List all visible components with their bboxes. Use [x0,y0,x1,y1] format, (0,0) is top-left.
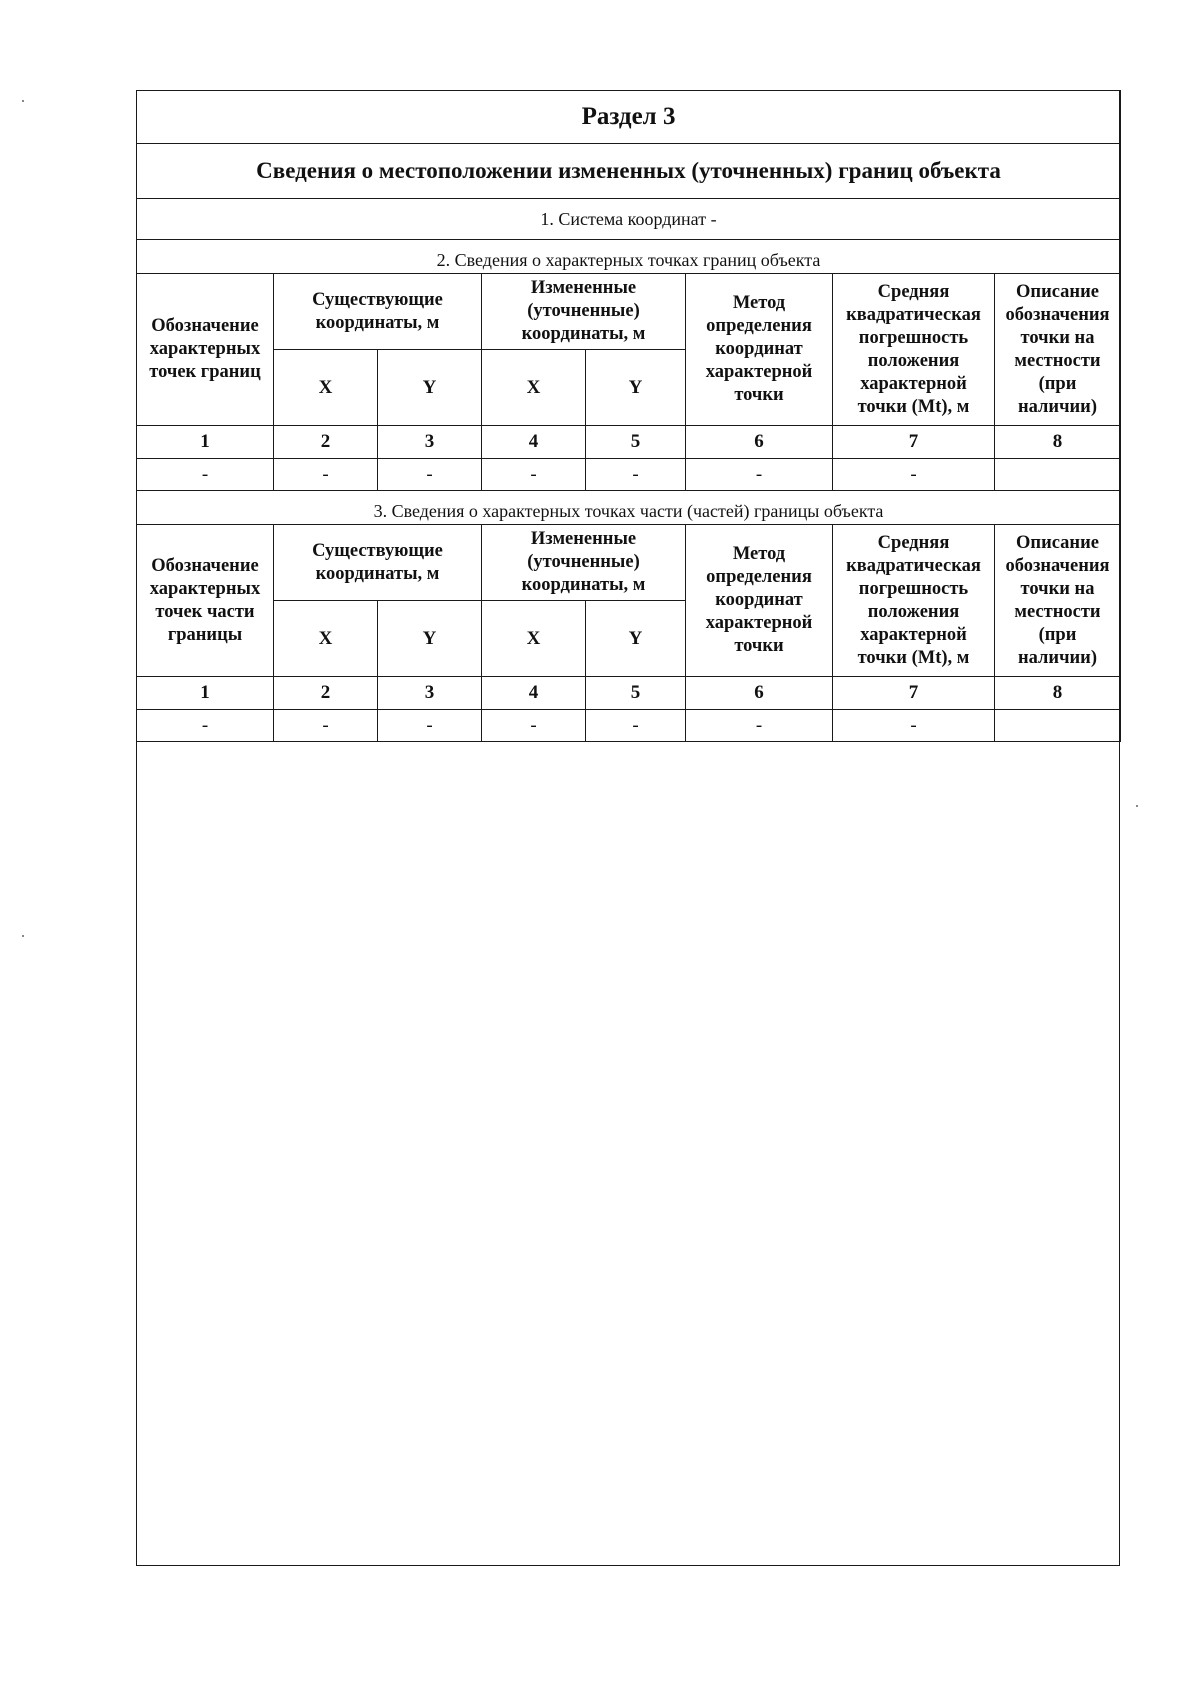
part3-header-error: Средняя квадратическая погрешность положения характерной точки (Mt), м [833,525,995,677]
table-cell: - [586,459,686,491]
table-cell [995,459,1121,491]
table-cell: - [137,459,274,491]
part3-header-changed-x: X [482,601,586,677]
scan-speck [22,100,24,102]
part2-column-numbers [137,426,1121,459]
table-cell: - [833,710,995,742]
column-number: 1 [137,426,274,459]
part2-header-description: Описание обозначения точки на местности (при наличии) [995,274,1121,426]
part2-header-existing-y: Y [378,350,482,426]
column-number: 4 [482,426,586,459]
section-table [136,90,1121,742]
column-number: 3 [378,426,482,459]
table-cell: - [137,710,274,742]
part2-header-changed-x: X [482,350,586,426]
column-number: 6 [686,426,833,459]
part2-header-changed-y: Y [586,350,686,426]
column-number: 8 [995,677,1121,710]
column-number: 5 [586,426,686,459]
column-number: 7 [833,426,995,459]
section-title: Раздел 3 [137,91,1121,144]
part3-header-description: Описание обозначения точки на местности (при наличии) [995,525,1121,677]
coordinate-system-line: 1. Система координат - [137,199,1121,240]
table-cell: - [686,459,833,491]
table-row [137,459,1121,491]
part3-header-changed: Измененные (уточненные) координаты, м [482,525,686,601]
part3-header-designation: Обозначение характерных точек части границы [137,525,274,677]
column-number: 4 [482,677,586,710]
part3-header-existing: Существующие координаты, м [274,525,482,601]
table-cell [995,710,1121,742]
scan-speck [1136,805,1138,807]
part3-column-numbers [137,677,1121,710]
column-number: 2 [274,677,378,710]
part3-header-existing-x: X [274,601,378,677]
scan-speck [22,935,24,937]
table-cell: - [274,710,378,742]
column-number: 2 [274,426,378,459]
column-number: 6 [686,677,833,710]
column-number: 8 [995,426,1121,459]
table-cell: - [378,459,482,491]
part2-header-existing-x: X [274,350,378,426]
column-number: 7 [833,677,995,710]
column-number: 3 [378,677,482,710]
table-cell: - [833,459,995,491]
section-subtitle: Сведения о местоположении измененных (уточненных) границ объекта [137,144,1121,199]
column-number: 5 [586,677,686,710]
table-cell: - [686,710,833,742]
part2-header-existing: Существующие координаты, м [274,274,482,350]
column-number: 1 [137,677,274,710]
table-cell: - [274,459,378,491]
table-cell: - [482,710,586,742]
part3-header-method: Метод определения координат характерной точки [686,525,833,677]
part3-header-changed-y: Y [586,601,686,677]
part3-header-existing-y: Y [378,601,482,677]
part2-header-changed: Измененные (уточненные) координаты, м [482,274,686,350]
part3-title: 3. Сведения о характерных точках части (частей) границы объекта [137,491,1121,525]
part2-header-method: Метод определения координат характерной точки [686,274,833,426]
table-cell: - [482,459,586,491]
table-cell: - [586,710,686,742]
part2-header-error: Средняя квадратическая погрешность положения характерной точки (Mt), м [833,274,995,426]
table-cell: - [378,710,482,742]
part2-header-designation: Обозначение характерных точек границ [137,274,274,426]
part2-title: 2. Сведения о характерных точках границ объекта [137,240,1121,274]
table-row [137,710,1121,742]
